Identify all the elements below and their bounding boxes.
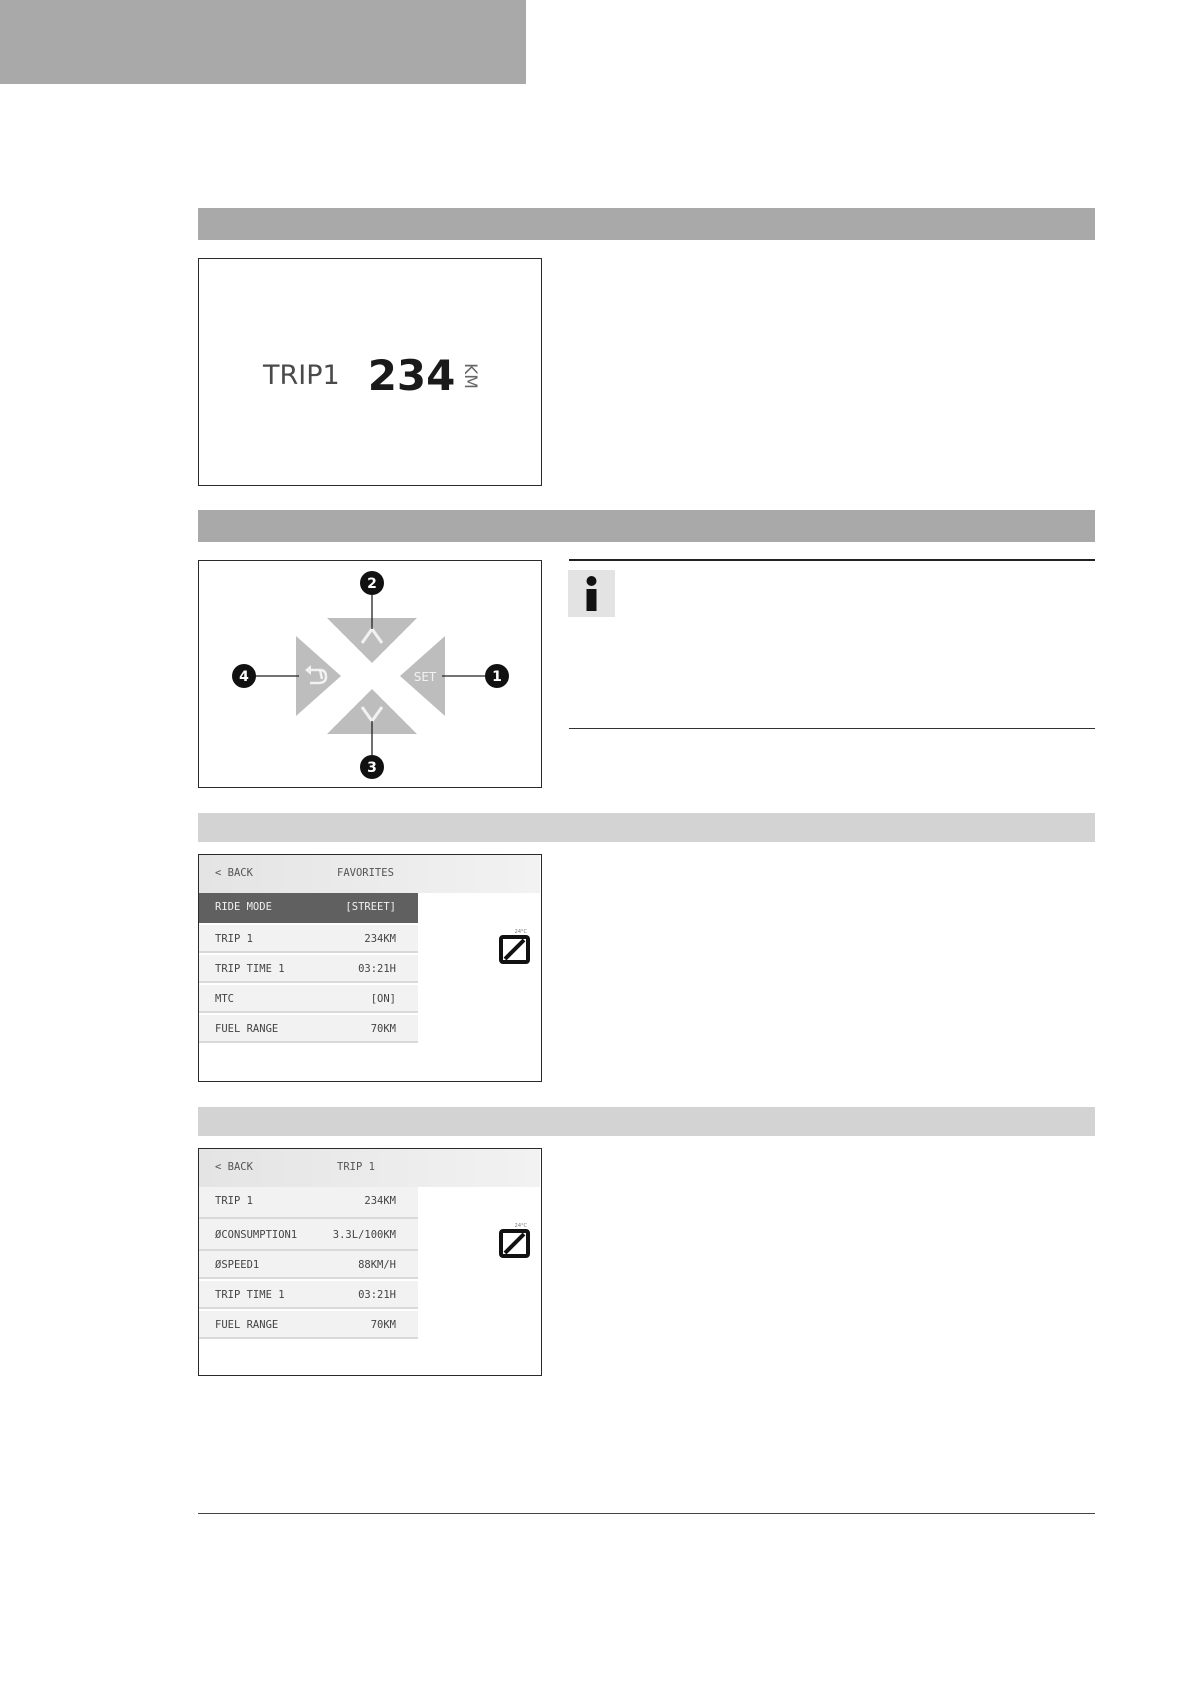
callout-4 bbox=[232, 664, 256, 688]
row-value: [ON] bbox=[370, 993, 396, 1005]
menu-row bbox=[199, 925, 418, 953]
row-value: [STREET] bbox=[345, 901, 396, 913]
button-pad-diagram bbox=[199, 561, 540, 786]
svg-text:3: 3 bbox=[367, 760, 377, 776]
header-tab bbox=[0, 0, 526, 84]
figure-trip1-menu bbox=[198, 1148, 542, 1376]
menu-row bbox=[199, 955, 418, 983]
callout-1 bbox=[485, 664, 509, 688]
menu-row bbox=[199, 893, 418, 923]
edit-icon bbox=[499, 929, 531, 969]
screen-title: FAVORITES bbox=[337, 867, 394, 879]
section-bar-3 bbox=[198, 813, 1095, 842]
screen-header bbox=[199, 1149, 540, 1187]
svg-text:4: 4 bbox=[239, 669, 249, 685]
back-label: < BACK bbox=[215, 1161, 253, 1173]
row-label: FUEL RANGE bbox=[215, 1023, 279, 1035]
row-label: RIDE MODE bbox=[215, 901, 272, 913]
menu-row bbox=[199, 1251, 418, 1279]
row-value: 70KM bbox=[370, 1023, 396, 1035]
figure-trip-display bbox=[198, 258, 542, 486]
trip-unit: KM bbox=[460, 362, 481, 389]
screen-header bbox=[199, 855, 540, 893]
back-button-shape bbox=[296, 636, 341, 716]
trip-label: TRIP1 bbox=[263, 360, 340, 391]
menu-row bbox=[199, 1015, 418, 1043]
info-rule-bottom bbox=[569, 728, 1095, 729]
icon-caption: 24°C bbox=[514, 929, 527, 935]
row-label: TRIP 1 bbox=[215, 1195, 253, 1207]
figure-favorites-menu bbox=[198, 854, 542, 1082]
edit-icon bbox=[499, 1223, 531, 1263]
info-icon bbox=[568, 570, 615, 617]
row-label: TRIP 1 bbox=[215, 933, 253, 945]
svg-text:1: 1 bbox=[492, 669, 502, 685]
row-value: 70KM bbox=[370, 1319, 396, 1331]
row-value: 03:21H bbox=[358, 1289, 396, 1301]
back-label: < BACK bbox=[215, 867, 253, 879]
figure-button-pad bbox=[198, 560, 542, 788]
row-label: MTC bbox=[215, 993, 234, 1005]
menu-row bbox=[199, 1311, 418, 1339]
trip-readout bbox=[263, 351, 483, 400]
screen-title: TRIP 1 bbox=[337, 1161, 375, 1173]
row-label: TRIP TIME 1 bbox=[215, 1289, 285, 1301]
menu-row bbox=[199, 1281, 418, 1309]
set-label: SET bbox=[413, 670, 437, 684]
menu-row bbox=[199, 1219, 418, 1251]
row-value: 234KM bbox=[364, 933, 396, 945]
info-rule-top bbox=[569, 559, 1095, 561]
row-value: 234KM bbox=[364, 1195, 396, 1207]
row-label: TRIP TIME 1 bbox=[215, 963, 285, 975]
callout-3 bbox=[360, 755, 384, 779]
row-value: 3.3L/100KM bbox=[332, 1229, 396, 1241]
row-value: 88KM/H bbox=[358, 1259, 396, 1271]
row-value: 03:21H bbox=[358, 963, 396, 975]
row-label: FUEL RANGE bbox=[215, 1319, 279, 1331]
footer-rule bbox=[198, 1513, 1095, 1514]
icon-caption: 24°C bbox=[514, 1223, 527, 1229]
svg-text:2: 2 bbox=[367, 576, 377, 592]
row-label: ØCONSUMPTION1 bbox=[215, 1229, 298, 1241]
menu-row bbox=[199, 1187, 418, 1219]
section-bar-4 bbox=[198, 1107, 1095, 1136]
trip-value: 234 bbox=[367, 351, 456, 400]
row-label: ØSPEED1 bbox=[215, 1259, 260, 1271]
section-bar-1 bbox=[198, 208, 1095, 240]
menu-row bbox=[199, 985, 418, 1013]
section-bar-2 bbox=[198, 510, 1095, 542]
callout-2 bbox=[360, 571, 384, 595]
